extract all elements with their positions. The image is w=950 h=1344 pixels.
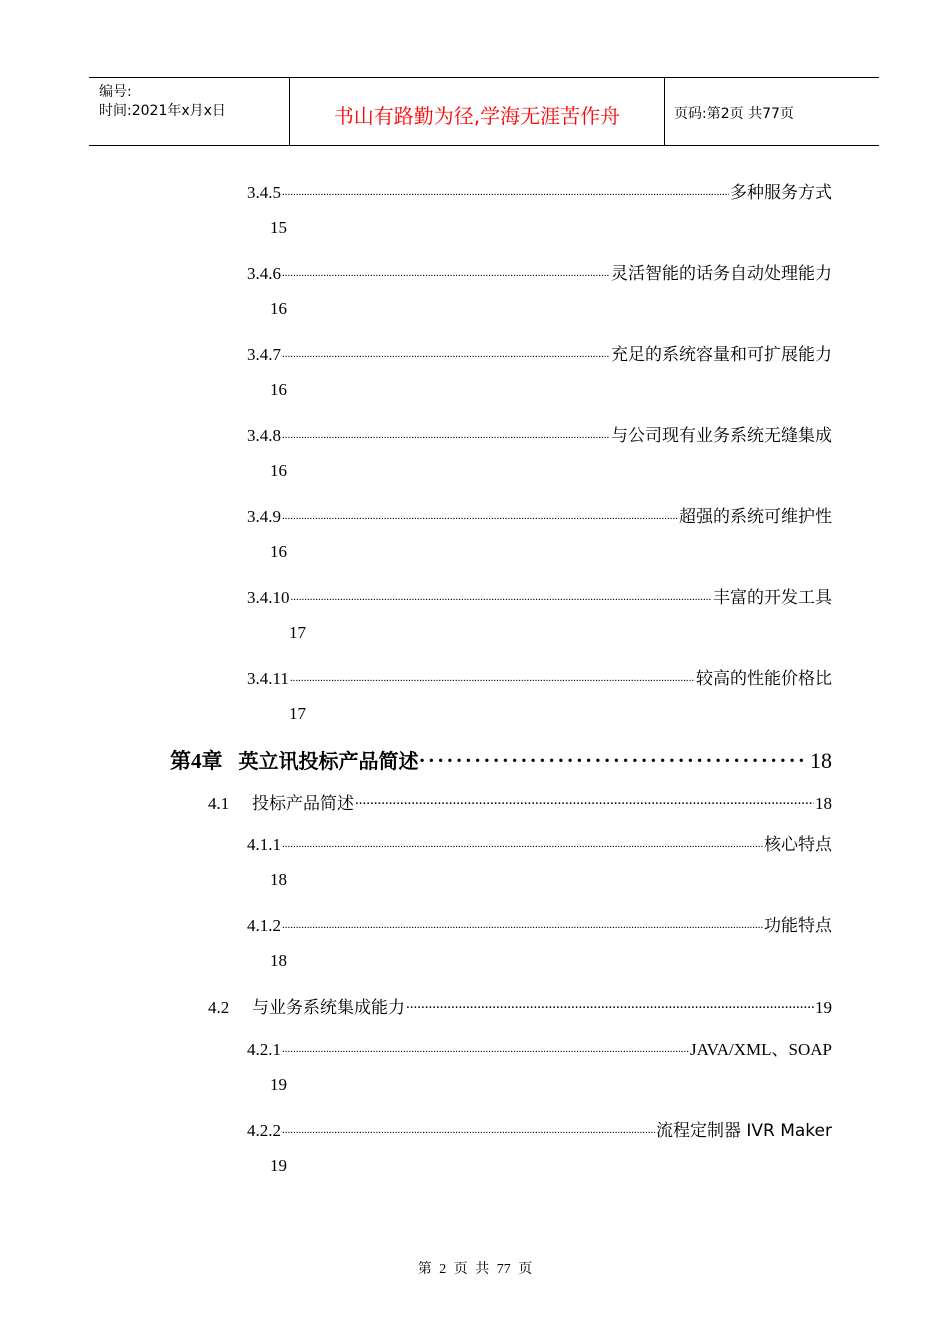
toc-entry[interactable] <box>247 1116 832 1141</box>
toc-entry-number: 3.4.6 <box>247 264 281 283</box>
header-motto: 书山有路勤为径,学海无涯苦作舟 <box>333 104 621 128</box>
toc-entry[interactable] <box>247 664 832 689</box>
toc-entry-number: 3.4.9 <box>247 507 281 526</box>
toc-entry-page: 17 <box>289 623 306 642</box>
toc-chapter-title: 英立讯投标产品简述 <box>238 749 419 774</box>
toc-entry[interactable] <box>247 830 832 855</box>
toc-entry-title: 功能特点 <box>764 916 832 936</box>
toc-entry[interactable] <box>247 583 832 608</box>
toc-entry-number: 3.4.7 <box>247 345 281 364</box>
toc-entry-title: 较高的性能价格比 <box>696 669 832 689</box>
header-page-cell <box>664 78 879 145</box>
page-header <box>89 77 879 146</box>
toc-chapter-entry[interactable] <box>170 743 832 775</box>
toc-entry-number: 3.4.5 <box>247 183 281 202</box>
toc-entry-page: 16 <box>270 380 287 399</box>
toc-entry[interactable] <box>247 1035 832 1060</box>
toc-leader-dots <box>282 266 610 279</box>
toc-entry-title: 丰富的开发工具 <box>713 588 832 608</box>
toc-entry-number: 4.1.1 <box>247 835 281 854</box>
toc-entry[interactable] <box>247 911 832 936</box>
toc-entry-number: 4.2.1 <box>247 1040 281 1059</box>
toc-entry-title: 超强的系统可维护性 <box>679 507 832 527</box>
toc-chapter-page: 18 <box>810 748 832 774</box>
toc-entry-page: 19 <box>270 1156 287 1175</box>
toc-entry-page: 17 <box>289 704 306 723</box>
toc-entry-number: 3.4.8 <box>247 426 281 445</box>
page-footer: 第 2 页 共 77 页 <box>417 1262 533 1277</box>
toc-entry-page: 15 <box>270 218 287 237</box>
toc-entry-number: 3.4.10 <box>247 588 290 607</box>
header-meta-cell <box>89 78 289 145</box>
toc-section-number: 4.2 <box>208 998 230 1017</box>
toc-leader-dots <box>406 995 814 1013</box>
toc-entry[interactable] <box>247 178 832 203</box>
toc-entry-title: 灵活智能的话务自动处理能力 <box>611 264 832 284</box>
toc-entry-title: 与公司现有业务系统无缝集成 <box>611 426 832 446</box>
toc-section-entry[interactable] <box>208 993 832 1018</box>
toc-entry-title: JAVA/XML、SOAP <box>689 1040 832 1059</box>
toc-entry[interactable] <box>247 502 832 527</box>
toc-entry-title: 流程定制器 IVR Maker <box>655 1121 832 1141</box>
header-motto-cell <box>289 78 665 145</box>
toc-leader-dots <box>420 743 810 768</box>
toc-entry-page: 16 <box>270 461 287 480</box>
toc-leader-dots <box>291 590 713 603</box>
toc-entry[interactable] <box>247 340 832 365</box>
toc-entry-page: 18 <box>270 951 287 970</box>
toc-chapter-number: 第4章 <box>170 749 223 774</box>
toc-entry-page: 19 <box>270 1075 287 1094</box>
toc-leader-dots <box>282 837 763 850</box>
toc-leader-dots <box>282 428 610 441</box>
header-page-info: 页码:第2页 共77页 <box>674 106 794 122</box>
toc-leader-dots <box>282 918 763 931</box>
document-number-label: 编号: <box>99 84 132 100</box>
toc-section-entry[interactable] <box>208 789 832 814</box>
toc-entry-title: 核心特点 <box>764 835 832 855</box>
toc-section-title: 与业务系统集成能力 <box>252 998 405 1018</box>
toc-entry[interactable] <box>247 259 832 284</box>
toc-leader-dots <box>282 1042 689 1055</box>
document-time-label: 时间:2021年x月x日 <box>99 103 226 119</box>
toc-entry-number: 4.2.2 <box>247 1121 281 1140</box>
toc-entry-number: 3.4.11 <box>247 669 289 688</box>
toc-entry-title: 多种服务方式 <box>730 183 832 203</box>
toc-entry-page: 16 <box>270 542 287 561</box>
toc-leader-dots <box>282 185 729 198</box>
toc-section-number: 4.1 <box>208 794 230 813</box>
toc-section-page: 19 <box>815 998 832 1017</box>
toc-entry-page: 18 <box>270 870 287 889</box>
toc-entry-page: 16 <box>270 299 287 318</box>
toc-leader-dots <box>290 671 695 684</box>
toc-leader-dots <box>282 1123 655 1136</box>
toc-leader-dots <box>282 509 678 522</box>
toc-leader-dots <box>355 791 814 809</box>
toc-section-page: 18 <box>815 794 832 813</box>
toc-entry[interactable] <box>247 421 832 446</box>
toc-entry-title: 充足的系统容量和可扩展能力 <box>611 345 832 365</box>
toc-section-title: 投标产品简述 <box>252 794 354 814</box>
toc-entry-number: 4.1.2 <box>247 916 281 935</box>
toc-leader-dots <box>282 347 610 360</box>
